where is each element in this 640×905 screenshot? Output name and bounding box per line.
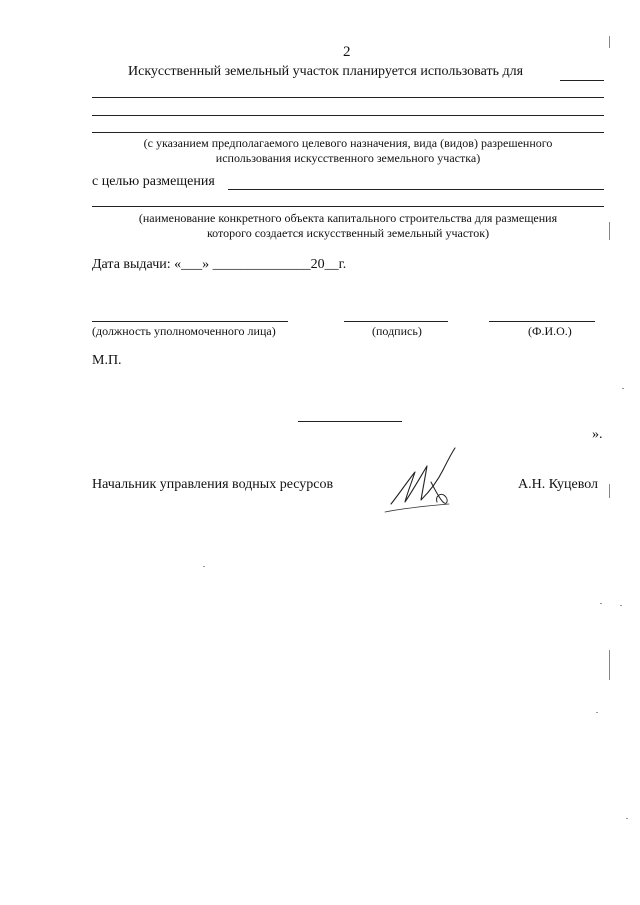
signature-caption: (подпись) bbox=[372, 324, 422, 338]
page-number: 2 bbox=[343, 44, 351, 60]
handwritten-signature bbox=[385, 442, 465, 517]
name-caption: (Ф.И.О.) bbox=[528, 324, 572, 338]
purpose-caption-line-1: (с указанием предполагаемого целевого назначения, вида (видов) разрешенного bbox=[143, 136, 553, 150]
scan-speck bbox=[203, 566, 205, 567]
scan-speck bbox=[622, 388, 624, 389]
purpose-fill-line-2 bbox=[92, 97, 604, 98]
scan-speck bbox=[626, 818, 628, 819]
short-fill-line bbox=[298, 421, 402, 422]
margin-mark bbox=[609, 36, 610, 48]
placement-caption-line-2: которого создается искусственный земельный участок) bbox=[206, 226, 490, 240]
margin-mark bbox=[609, 222, 610, 240]
closing-quote: ». bbox=[592, 427, 603, 442]
position-line bbox=[92, 321, 288, 322]
purpose-caption bbox=[92, 136, 604, 166]
margin-mark bbox=[609, 650, 610, 680]
signature-line bbox=[344, 321, 448, 322]
position-caption: (должность уполномоченного лица) bbox=[92, 324, 276, 338]
purpose-fill-line-4 bbox=[92, 132, 604, 133]
purpose-fill-line bbox=[560, 80, 604, 81]
scan-speck bbox=[596, 712, 598, 713]
name-line bbox=[489, 321, 595, 322]
margin-mark bbox=[609, 484, 610, 498]
placement-fill-line-2 bbox=[92, 206, 604, 207]
head-title: Начальник управления водных ресурсов bbox=[92, 477, 334, 492]
stamp-label: М.П. bbox=[92, 353, 122, 368]
placement-caption-line-1: (наименование конкретного объекта капитального строительства для размещения bbox=[138, 211, 558, 225]
head-name: А.Н. Куцевол bbox=[518, 477, 599, 492]
purpose-fill-line-3 bbox=[92, 115, 604, 116]
placement-fill-line bbox=[228, 189, 604, 190]
placement-caption bbox=[92, 211, 604, 241]
scan-speck bbox=[620, 605, 622, 606]
placement-label: с целью размещения bbox=[92, 174, 215, 189]
purpose-label: Искусственный земельный участок планируется использовать для bbox=[128, 64, 524, 79]
scan-speck bbox=[600, 603, 602, 604]
issue-date: Дата выдачи: «___» ______________20__г. bbox=[92, 257, 347, 272]
purpose-caption-line-2: использования искусственного земельного участка) bbox=[215, 151, 481, 165]
